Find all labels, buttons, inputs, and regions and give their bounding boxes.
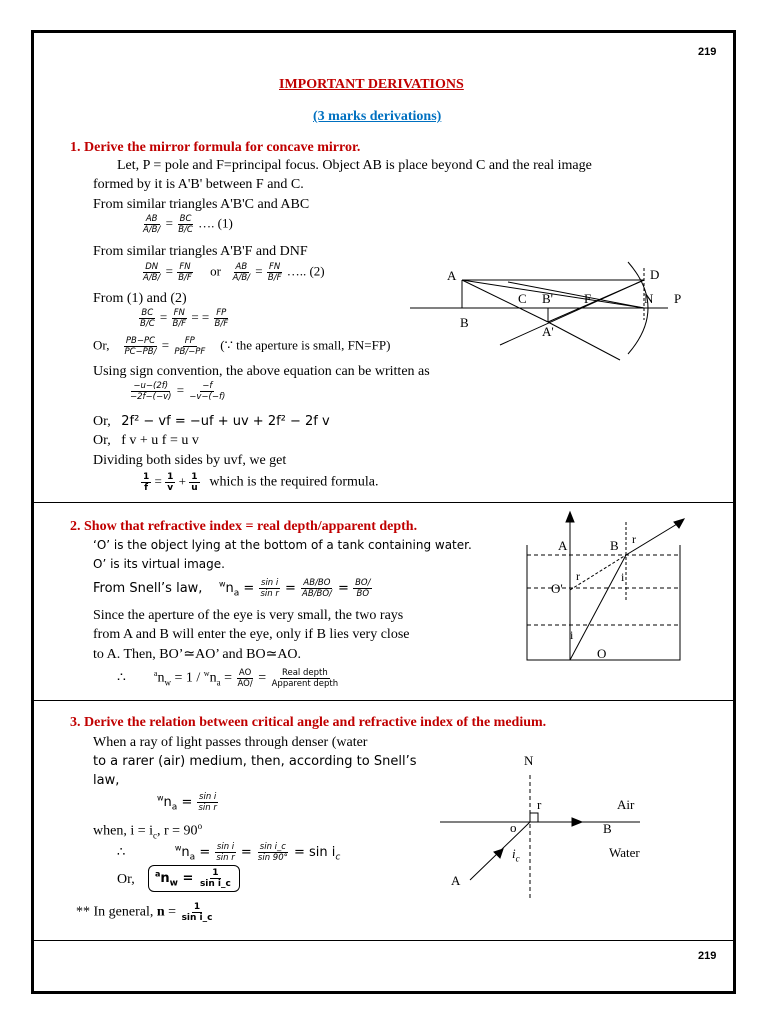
- tank-label-B: B: [610, 538, 619, 553]
- degree-sup: o: [197, 821, 203, 831]
- frac-den: B/F: [172, 319, 187, 329]
- frac-den: sin r: [198, 803, 217, 813]
- n-symbol: n: [163, 795, 172, 810]
- q2-snell-row: From Snell’s law, $^wn_a$ = $\frac{\text{sin i}}{\text{sin r}}$ = $\frac{AB/BO}{AB/BO/}$ = $\frac{BO/}{BO}$: [93, 578, 371, 599]
- sub: c: [335, 852, 341, 863]
- tank-label-O: O: [597, 646, 607, 661]
- tank-label-r: r: [632, 532, 636, 546]
- q2-heading: 2. Show that refractive index = real depth/apparent depth.: [70, 519, 418, 534]
- q1-eq5: $\frac{-u-(2f)}{-2f-(-v)}$ = $\frac{-f}{-v-(-f)}$: [130, 381, 226, 402]
- q1-line3: From similar triangles A'B'C and ABC: [93, 197, 310, 212]
- q1-line5: From (1) and (2): [93, 291, 187, 306]
- sub: w: [169, 878, 178, 889]
- diagram-label-A: A: [447, 268, 457, 283]
- frac-den: BO: [356, 589, 370, 599]
- frac-den: sin r: [260, 589, 279, 599]
- sub: c: [153, 830, 157, 841]
- frac-num: sin i: [216, 842, 235, 852]
- q3-line3: law,: [93, 773, 120, 788]
- tank-label-i: i: [621, 570, 625, 584]
- frac-num: FN: [269, 262, 281, 272]
- q3-heading: 3. Derive the relation between critical angle and refractive index of the medium.: [70, 715, 547, 730]
- tank-label-r2: r: [576, 569, 580, 583]
- crit-label-ic: [512, 846, 520, 864]
- sub: a: [171, 802, 178, 813]
- crit-label-water: Water: [609, 845, 640, 860]
- eq-tag: ….. (2): [286, 263, 325, 279]
- general-text: ** In general,: [76, 904, 154, 920]
- q2-line2: O’ is its virtual image.: [93, 557, 225, 571]
- crit-label-air: Air: [617, 797, 635, 812]
- frac-num: BO/: [355, 578, 371, 588]
- crit-label-A: A: [451, 873, 461, 888]
- or-text: Or,: [93, 337, 110, 353]
- frac-den: sin i_c: [181, 913, 213, 923]
- sup: w: [203, 669, 210, 679]
- eq6: 2f² − vf = −uf + uv + 2f² − 2f v: [121, 414, 330, 429]
- diagram-label-P: P: [674, 291, 682, 306]
- q1-eq4: Or, $\frac{PB-PC}{PC-PB/}$ = $\frac{FP}{PB/-PF}$ (∵ the aperture is small, FN=FP): [93, 336, 391, 357]
- eq-note: (∵ the aperture is small, FN=FP): [220, 337, 391, 353]
- diagram-label-N: N: [644, 291, 654, 306]
- q1-eq2: $\frac{DN}{A/B/}$ = $\frac{FN}{B/F}$ or $\frac{AB}{A/B/}$ = $\frac{FN}{B/F}$ ….. (2): [143, 262, 325, 283]
- frac-den: A/B/: [143, 225, 161, 235]
- when-rest: , r = 90: [157, 823, 198, 839]
- frac-num: 1: [191, 472, 198, 482]
- frac-den: B/F: [267, 273, 282, 283]
- q3-boxed-formula: $^an_w$ = $\frac{1}{\text{sin i\_c}}$: [148, 865, 240, 892]
- frac-den: AB/BO/: [302, 589, 332, 599]
- therefore-symbol: ∴: [117, 670, 126, 686]
- right-angle-mark: [530, 813, 538, 822]
- frac-num: 1: [193, 902, 201, 912]
- snell-label: From Snell’s law,: [93, 581, 203, 596]
- frac-den: PB/−PF: [174, 347, 206, 357]
- eq-mid: = 1 /: [174, 670, 204, 686]
- frac-num: FP: [184, 336, 195, 346]
- frac-den: sin r: [216, 853, 235, 863]
- crit-label-N: N: [524, 753, 534, 768]
- frac-num: 1: [143, 472, 150, 482]
- diagram-label-F: F: [584, 291, 592, 306]
- frac-den: A/B/: [143, 273, 161, 283]
- eq-tail: = sin i: [294, 845, 336, 860]
- page-title: IMPORTANT DERIVATIONS: [279, 77, 464, 92]
- frac-num: −u−(2f): [133, 381, 169, 391]
- tank-label-A: A: [558, 538, 568, 553]
- page-number-bottom: 219: [698, 950, 717, 962]
- frac-num: BC: [141, 308, 154, 318]
- diagram-label-Bprime: B': [542, 291, 554, 306]
- frac-den: B/F: [178, 273, 192, 283]
- frac-den: −v−(−f): [189, 392, 226, 402]
- q3-general-row: ** In general, n = $\frac{1}{\text{sin i\_c}}$: [76, 902, 213, 923]
- q3-eq-row: ∴ $^wn_a$ = $\frac{\text{sin i}}{\text{sin r}}$ = $\frac{\text{sin i\_c}}{\sin 90^\circ}$ = $\sin i_c$: [117, 842, 341, 863]
- therefore-symbol: ∴: [117, 845, 126, 860]
- q2-line4: from A and B will enter the eye, only if B lies very close: [93, 627, 410, 642]
- frac-num: FP: [216, 308, 227, 318]
- frac-den: B/C: [140, 319, 155, 329]
- eq8-text: which is the required formula.: [209, 474, 379, 490]
- tank-label-Oprime: O': [551, 581, 563, 596]
- sub: a: [216, 677, 221, 688]
- frac-num: AB: [145, 214, 158, 224]
- frac-num: DN: [145, 262, 159, 272]
- diagram-label-Aprime: A': [542, 324, 554, 339]
- q3-line1: When a ray of light passes through denser (water: [93, 735, 368, 750]
- arrow-head: [494, 849, 503, 858]
- frac-den: Apparent depth: [271, 679, 339, 689]
- q1-eq1: $\frac{AB}{A/B/}$ = $\frac{BC}{B/C}$ …. (1): [143, 214, 233, 235]
- n-symbol: n: [160, 871, 170, 886]
- frac-num: sin i: [261, 578, 279, 588]
- frac-den: PC−PB/: [124, 347, 157, 357]
- sup: w: [218, 579, 226, 589]
- sub: w: [164, 677, 171, 688]
- sup: a: [155, 869, 161, 879]
- eq7: f v + u f = u v: [121, 433, 199, 448]
- when-text: when, i = i: [93, 823, 153, 839]
- or-text: Or,: [93, 433, 111, 448]
- frac-num: FN: [179, 262, 191, 272]
- arrow-head: [572, 818, 582, 826]
- frac-den: sin i_c: [199, 879, 231, 889]
- sup: w: [157, 793, 164, 803]
- q1-line2: formed by it is A'B' between F and C.: [93, 177, 304, 192]
- eq-tag: …. (1): [198, 215, 233, 231]
- q3-line2: to a rarer (air) medium, then, according to Snell’s: [93, 754, 417, 769]
- n-symbol: n: [156, 904, 165, 920]
- q1-eq3: $\frac{BC}{B/C}$ = $\frac{FN}{B/F}$ = = $\frac{FP}{B/F}$: [140, 308, 229, 329]
- frac-num: AB: [235, 262, 248, 272]
- frac-den: sin 90°: [257, 853, 288, 863]
- q3-or-text: Or,: [117, 872, 135, 887]
- divider: [34, 940, 734, 941]
- frac-den: u: [191, 483, 198, 493]
- frac-den: B/F: [214, 319, 229, 329]
- frac-num: Real depth: [281, 668, 328, 678]
- n-symbol: n: [209, 670, 217, 686]
- frac-num: PB−PC: [125, 336, 156, 346]
- n-symbol: n: [157, 670, 165, 686]
- n-symbol: n: [181, 845, 190, 860]
- q3-snell-row: $^wn_a$ = $\frac{\text{sin i}}{\text{sin r}}$: [157, 792, 217, 813]
- frac-num: sin i_c: [259, 842, 286, 852]
- frac-den: B/C: [178, 225, 193, 235]
- sub: a: [233, 588, 240, 599]
- crit-label-B: B: [603, 821, 612, 836]
- diagram-label-C: C: [518, 291, 527, 306]
- crit-label-o: o: [510, 820, 517, 835]
- ic-label: i: [512, 846, 516, 861]
- q1-line6: Using sign convention, the above equation can be written as: [93, 364, 430, 379]
- frac-den: A/B/: [232, 273, 251, 283]
- or-text: or: [210, 263, 221, 279]
- frac-num: FN: [173, 308, 185, 318]
- q1-line1: Let, P = pole and F=principal focus. Object AB is place beyond C and the real image: [117, 158, 592, 173]
- frac-num: sin i: [199, 792, 217, 802]
- frac-den: −2f−(−v): [130, 392, 172, 402]
- tank-label-i2: i: [570, 628, 574, 642]
- diagram-label-B: B: [460, 315, 469, 330]
- q1-eq8: $\frac{1}{f}$ = $\frac{1}{v}$ + $\frac{1}{u}$ which is the required formula.: [143, 472, 379, 493]
- page-subtitle: (3 marks derivations): [313, 109, 442, 124]
- diagram-label-D: D: [650, 267, 660, 282]
- frac-den: AO/: [237, 679, 253, 689]
- n-symbol: n: [225, 581, 234, 596]
- or-text: Or,: [93, 414, 111, 429]
- frac-num: −f: [202, 381, 213, 391]
- sub: c: [515, 853, 520, 864]
- frac-den: v: [167, 483, 174, 493]
- q2-line3: Since the aperture of the eye is very small, the two rays: [93, 608, 404, 623]
- q1-line7: Dividing both sides by uvf, we get: [93, 453, 287, 468]
- frac-num: 1: [167, 472, 174, 482]
- frac-num: AB/BO: [303, 578, 331, 588]
- frac-num: AO: [238, 668, 252, 678]
- sub: a: [189, 852, 196, 863]
- sup: a: [153, 669, 158, 679]
- q1-line4: From similar triangles A'B'F and DNF: [93, 244, 308, 259]
- crit-label-r: r: [537, 797, 542, 812]
- sup: w: [174, 843, 182, 853]
- page-number-top: 219: [698, 46, 717, 58]
- q2-final-row: ∴ $^an_w = 1 / ^wn_a$ = $\frac{AO}{AO/}$ = $\frac{\text{Real depth}}{\text{Apparent depth}}$: [117, 668, 339, 689]
- q1-heading: 1. Derive the mirror formula for concave mirror.: [70, 140, 361, 155]
- frac-num: BC: [179, 214, 192, 224]
- q2-line5: to A. Then, BO’≃AO’ and BO≃AO.: [93, 647, 302, 662]
- frac-den: f: [144, 483, 149, 493]
- frac-num: 1: [212, 868, 219, 878]
- q2-line1: ‘O’ is the object lying at the bottom of a tank containing water.: [93, 538, 472, 552]
